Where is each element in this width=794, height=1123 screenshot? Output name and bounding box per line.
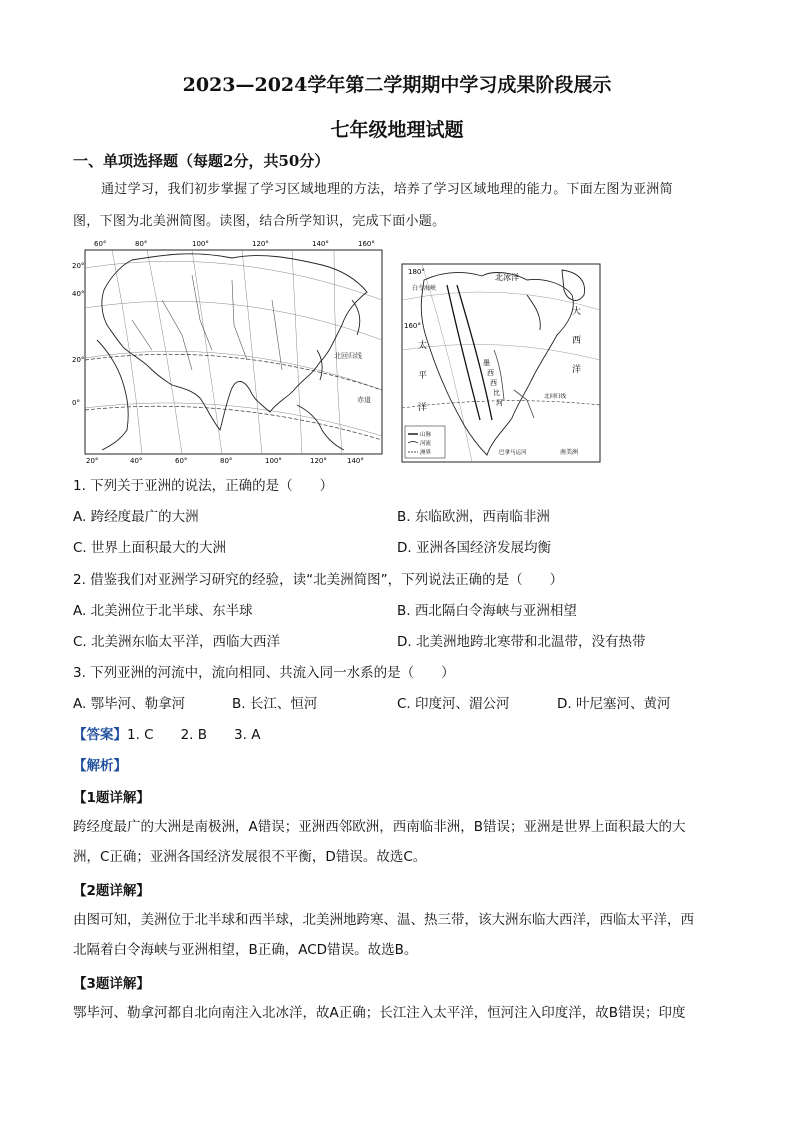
- asia-bottom-label: 120°: [310, 457, 327, 465]
- na-label-river: 西: [487, 369, 494, 377]
- asia-map: [72, 240, 612, 466]
- answer-text: 1. C 2. B 3. A: [127, 727, 261, 743]
- na-label-river: 墨: [483, 359, 490, 367]
- question-2-stem: 2. 借鉴我们对亚洲学习研究的经验，读“北美洲简图”，下列说法正确的是（ ）: [73, 572, 564, 588]
- na-label-river: 比: [493, 389, 500, 397]
- q1-option-a: A. 跨经度最广的大洲: [73, 509, 199, 525]
- asia-bottom-label: 80°: [220, 457, 233, 465]
- asia-bottom-label: 140°: [347, 457, 364, 465]
- answer-line: [73, 723, 260, 743]
- detail-2-line-1: 由图可知，美洲位于北半球和西半球，北美洲地跨寒、温、热三带，该大洲东临大西洋，西临太平洋，西: [73, 912, 694, 928]
- detail-3-line-1: 鄂毕河、勒拿河都自北向南注入北冰洋，故A正确；长江注入太平洋，恒河注入印度洋，故B错误；印度: [73, 1005, 686, 1021]
- section-heading: 一、单项选择题（每题2分，共50分）: [73, 152, 330, 170]
- q2-option-b: B. 西北隔白令海峡与亚洲相望: [397, 603, 577, 619]
- asia-bottom-label: 60°: [175, 457, 188, 465]
- q3-option-a: A. 鄂毕河、勒拿河: [73, 696, 186, 712]
- q2-option-c: C. 北美洲东临太平洋，西临大西洋: [73, 634, 281, 650]
- asia-top-label: 140°: [312, 240, 329, 248]
- asia-top-label: 60°: [94, 240, 107, 248]
- na-label-sa: 南美洲: [560, 449, 579, 456]
- detail-1-line-1: 跨经度最广的大洲是南极洲，A错误；亚洲西邻欧洲，西南临非洲，B错误；亚洲是世界上面积最大的大: [73, 819, 686, 835]
- maps-figure: [72, 240, 612, 470]
- legend-river: 河流: [420, 441, 432, 447]
- q3-option-b: B. 长江、恒河: [232, 696, 318, 712]
- na-label-pacific: 平: [418, 371, 428, 381]
- legend-boundary: 洲界: [420, 450, 432, 456]
- detail-1-line-2: 洲，C正确；亚洲各国经济发展很不平衡，D错误。故选C。: [73, 849, 427, 865]
- north-america-map: [402, 264, 600, 462]
- na-label-tropic: 北回归线: [544, 394, 567, 400]
- detail-2-line-2: 北隔着白令海峡与亚洲相望，B正确，ACD错误。故选B。: [73, 942, 418, 958]
- page-subtitle: 七年级地理试题: [330, 119, 464, 141]
- asia-left-label: 40°: [72, 290, 85, 298]
- na-label: 180°: [408, 268, 425, 276]
- na-label-panama: 巴拿马运河: [499, 450, 527, 456]
- na-label: 160°: [404, 322, 421, 330]
- na-label-atlantic: 大: [572, 307, 582, 317]
- asia-left-label: 20°: [72, 262, 85, 270]
- asia-bottom-label: 20°: [86, 457, 99, 465]
- q2-option-d: D. 北美洲地跨北寒带和北温带，没有热带: [397, 634, 646, 650]
- detail-1-tag: 【1题详解】: [73, 790, 150, 806]
- asia-top-label: 100°: [192, 240, 209, 248]
- na-label-atlantic: 西: [572, 336, 582, 346]
- answer-tag: 【答案】: [73, 727, 127, 743]
- detail-2-tag: 【2题详解】: [73, 883, 150, 899]
- intro-line-2: 图，下图为北美洲简图。读图，结合所学知识，完成下面小题。: [73, 214, 446, 229]
- na-label-pacific: 洋: [418, 403, 428, 413]
- q2-option-a: A. 北美洲位于北半球、东半球: [73, 603, 253, 619]
- asia-bottom-label: 100°: [265, 457, 282, 465]
- q3-option-c: C. 印度河、湄公河: [397, 696, 510, 712]
- na-label-atlantic: 洋: [572, 365, 582, 375]
- asia-left-label: 0°: [72, 399, 80, 407]
- q3-option-d: D. 叶尼塞河、黄河: [557, 696, 671, 712]
- na-label-bering: 白令海峡: [412, 285, 437, 292]
- intro-line-1: 通过学习，我们初步掌握了学习区域地理的方法，培养了学习区域地理的能力。下面左图为亚洲简: [101, 182, 673, 197]
- detail-3-tag: 【3题详解】: [73, 976, 150, 992]
- question-1-stem: 1. 下列关于亚洲的说法，正确的是（ ）: [73, 478, 334, 494]
- q1-option-c: C. 世界上面积最大的大洲: [73, 540, 227, 556]
- na-label-arctic: 北冰洋: [495, 273, 519, 282]
- tropic-label: 北回归线: [334, 352, 362, 360]
- equator-label: 赤道: [357, 396, 371, 404]
- page-title: 2023—2024学年第二学期期中学习成果阶段展示: [182, 74, 612, 96]
- analysis-tag: 【解析】: [73, 758, 127, 774]
- asia-top-label: 120°: [252, 240, 269, 248]
- asia-top-label: 160°: [358, 240, 375, 248]
- question-3-stem: 3. 下列亚洲的河流中，流向相同、共流入同一水系的是（ ）: [73, 665, 455, 681]
- na-label-river: 河: [496, 399, 503, 407]
- asia-left-label: 20°: [72, 356, 85, 364]
- legend-mountain: 山脉: [420, 432, 432, 438]
- q1-option-b: B. 东临欧洲，西南临非洲: [397, 509, 550, 525]
- asia-bottom-label: 40°: [130, 457, 143, 465]
- na-label-river: 西: [490, 379, 497, 387]
- q1-option-d: D. 亚洲各国经济发展均衡: [397, 540, 551, 556]
- na-label-pacific: 太: [418, 341, 428, 351]
- asia-top-label: 80°: [135, 240, 148, 248]
